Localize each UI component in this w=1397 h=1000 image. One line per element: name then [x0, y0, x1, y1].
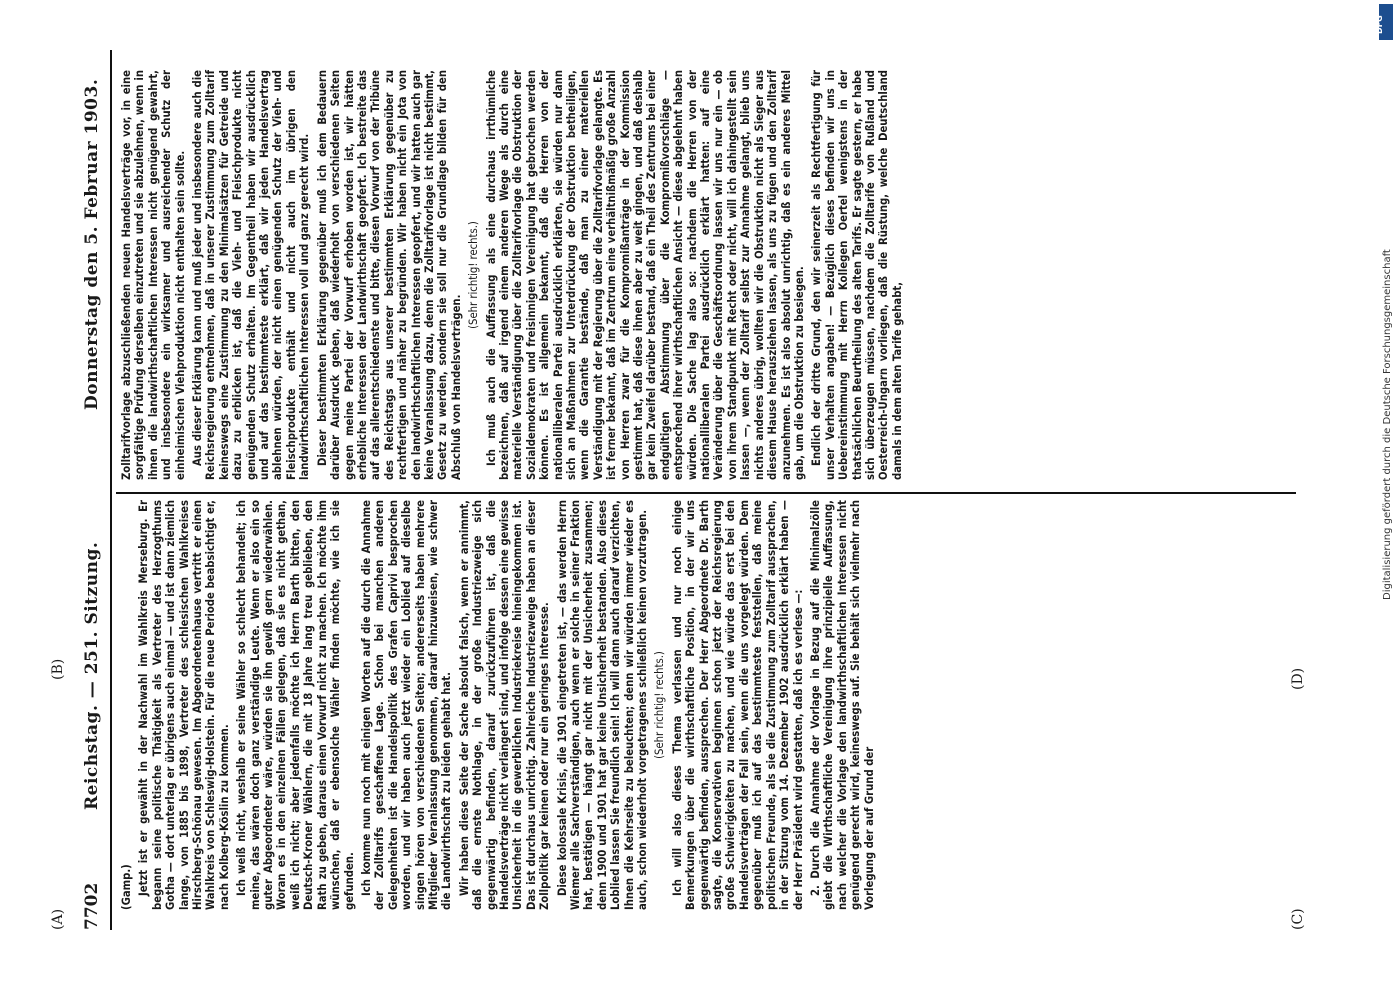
column-divider — [116, 493, 1296, 495]
page-header — [80, 50, 110, 930]
paragraph: Aus dieser Erklärung kann und muß jeder und insbesondere auch die Reichsregierung entnehmen, daß in unserer Zustimmung zum Zolltarif keineswegs eine Zustimmung zu den Minimalsätzen für Getreide und dazu zu erblicken ist, daß die Vieh- und Fleischprodukte nicht genügenden Schutz erhalten. Im Gegentheil haben wir ausdrücklich und auf das bestimmteste erklärt, daß wir jeden Handelsvertrag ablehnen würden, der nicht einen genügenden Schutz der Vieh- und Fleischprodukte enthält und nicht auch im übrigen den landwirthschaftlichen Interessen voll und ganz gerecht wird. — [191, 70, 312, 480]
header-rule — [110, 50, 112, 930]
interjection: (Sehr richtig! rechts.) — [467, 221, 481, 329]
paragraph: Ich muß auch die Auffassung als eine durchaus irrthümliche bezeichnen, daß auf irgend einem anderen Wege als durch eine materielle Verständigung über die Zolltarifvorlage die Obstruktion der Sozialdemokraten und freisinnigen Vereinigung hat gebrochen werden können. Es ist allgemein bekannt, daß die Herren von der nationalliberalen Partei ausdrücklich erklärten, sie würden nur dann sich an Maßnahmen zur Unterdrückung der Obstruktion betheiligen, wenn die Garantie bestände, daß man zu einer materiellen Verständigung mit der Regierung über die Zolltarifvorlage gelangte. Es ist ferner bekannt, daß im Zentrum eine verhältnißmäßig große Anzahl von Herren zwar für die Kompromißanträge in der Kommission gestimmt hat, daß diese ihnen aber zu weit gingen, und daß deshalb gar kein Zweifel darüber bestand, daß ein Theil des Zentrums bei einer endgültigen Abstimmung über die Kompromißvorschläge — entsprechend ihrer wirthschaftlichen Ansicht — diese abgelehnt haben würden. Die Sache lag also so: nachdem die Herren von der nationalliberalen Partei ausdrücklich erklärt hatten: auf eine Veränderung über die Geschäftsordnung lassen wir uns nur ein — ob von ihrem Standpunkt mit Recht oder nicht, will ich dahingestellt sein lassen —, wenn der Zolltarif selbst zur Annahme gelangt, blieb uns nichts anderes übrig, wollten wir die Obstruktion nicht als Sieger aus diesem Hause herausziehen lassen, als uns zu fügen und den Zolltarif anzunehmen. Es ist also absolut unrichtig, daß es ein anderes Mittel gab, um die Obstruktion zu besiegen. — [484, 70, 806, 480]
paragraph: Wir haben diese Seite der Sache absolut falsch, wenn er annimmt, daß die ernste Nothlage, in der große Industriezweige sich gegenwärtig befinden, darauf zurückzuführen ist, daß die Handelsverträge nicht verlängert sind, und infolge dessen eine gewisse Unsicherheit in die gewerblichen Industriekreise hineingekommen ist. Das ist durchaus unrichtig. Zahlreiche Industriezweige haben an dieser Zollpolitik gar keinen oder nur ein geringes Interesse. — [457, 500, 552, 910]
paragraph: Endlich der dritte Grund, den wir seinerzeit als Rechtfertigung für unser Verhalten angaben! — Bezüglich dieses befinden wir uns in Uebereinstimmung mit Herrn Kollegen Oertel wenigstens in der thatsächlichen Beurtheilung des alten Tarifs. Er sagte gestern, er habe sich überzeugen müssen, nachdem die Zolltarife von Rußland und Oesterreich-Ungarn vorliegen, daß die Rüstung, welche Deutschland damals in dem alten Tarife gehabt, — [810, 70, 904, 480]
margin-mark-b: (B) — [50, 658, 66, 680]
paragraph: 2. Durch die Annahme der Vorlage in Bezug auf die Minimalzölle giebt die Wirthschaftliche Vereinigung ihre prinzipielle Auffassung, nach welcher die Vorlage den landwirthschaftlichen Interessen nicht genügend gerecht wird, keineswegs auf. Sie behält sich vielmehr nach Vorlegung der auf Grund der — [808, 500, 876, 910]
margin-mark-d: (D) — [1290, 667, 1306, 690]
paragraph: Dieser bestimmten Erklärung gegenüber muß ich dem Bedauern darüber Ausdruck geben, daß wiederholt von verschiedenen Seiten gegen meine Partei der Vorwurf erhoben worden ist, wir hätten erhebliche Interessen der Landwirthschaft geopfert. Ich bestreite das auf das allerentschiedenste und bitte, diesen Vorwurf von der Tribüne des Reichstags aus unserer bestimmten Erklärung gegenüber zu rechtfertigen und näher zu begründen. Wir haben nicht ein Jota von den landwirthschaftlichen Interessen geopfert, und wir hatten auch gar keine Veranlassung dazu, denn die Zolltarifvorlage ist nicht bestimmt, Gesetz zu werden, sondern sie soll nur die Grundlage bilden für den Abschluß von Handelsverträgen. — [315, 70, 463, 480]
right-column — [120, 70, 908, 480]
running-head: Reichstag. — 251. Sitzung. — [82, 541, 102, 810]
rotated-page — [50, 50, 1310, 930]
dfg-logo: DFG — [1379, 4, 1393, 40]
paragraph: Ich weiß nicht, weshalb er seine Wähler so schlecht behandelt; ich meine, das wären doch ganz verständige Leute. Wenn er also ein so guter Abgeordneter wäre, würden sie ihn gewiß gern wiederwählen. Woran es in den einzelnen Fällen gelegen, daß sie es nicht gethan, weiß ich nicht; aber jedenfalls möchte ich Herrn Barth bitten, den Deutsch-Kroner Wählern, die mit 18 Jahre lang treu geblieben, den Rath zu geben, daraus einen Vorwurf nicht zu machen. Ich möchte ihm wünschen, daß er ebensolche Wähler finden möchte, wie ich sie gefunden. — [235, 500, 356, 910]
margin-mark-c: (C) — [1290, 908, 1306, 930]
paragraph: Jetzt ist er gewählt in der Nachwahl im Wahlkreis Merseburg. Er begann seine politische Thätigkeit als Vertreter des Herzogthums Gotha — dort unterlag er übrigens auch einmal — und ist dann ziemlich lange, von 1885 bis 1898, Vertreter des schlesischen Wahlkreises Hirschberg-Schönau gewesen. Im Abgeordnetenhause vertritt er einen Wahlkreis von Schleswig-Holstein. Für die neue Periode beabsichtigt er, nach Kolberg-Köslin zu kommen. — [137, 500, 231, 910]
paragraph: Zolltarifvorlage abzuschließenden neuen Handelsverträge vor, in eine sorgfältige Prüfung derselben einzutreten und sie abzulehnen, wenn in ihnen die landwirthschaftlichen Interessen nicht genügend gewahrt, und insbesondere ein wirksamer und ausreichender Schutz der einheimischen Viehproduktion nicht enthalten sein sollte. — [120, 70, 187, 480]
speaker-tag: (Gamp.) — [120, 864, 133, 910]
session-date: Donnerstag den 5. Februar 1903. — [82, 78, 102, 410]
page-number: 7702 — [82, 882, 102, 930]
left-column — [120, 500, 880, 910]
paragraph: Ich will also dieses Thema verlassen und nur noch einige Bemerkungen über die wirthschaftliche Position, in der wir uns gegenwärtig befinden, aussprechen. Der Herr Abgeordnete Dr. Barth sagte, die Konservativen beginnen schon jetzt der Reichsregierung große Schwierigkeiten zu machen, und wie würde das erst bei den Handelsverträgen der Fall sein, wenn die uns vorgelegt würden. Dem gegenüber muß ich auf das bestimmteste feststellen, daß meine politischen Freunde, als sie die Zustimmung zum Zolltarif aussprachen, in der Sitzung vom 14. Dezember 1902 ausdrücklich erklärt haben — der Herr Präsident wird gestatten, daß ich es verlese —: — [670, 500, 805, 910]
interjection: (Sehr richtig! rechts.) — [653, 651, 667, 759]
paragraph: Ich komme nun noch mit einigen Worten auf die durch die Annahme der Zolltarifs geschaffene Lage. Schon bei manchen anderen Gelegenheiten ist die Handelspolitik des Grafen Caprivi besprochen worden, und wir haben auch jetzt wieder ein Loblied auf dieselbe singen hören von verschiedenen Seiten; andererseits haben mehrere Mitglieder Veranlassung genommen, darauf hinzuweisen, wie schwer die Landwirthschaft zu leiden gehabt hat. — [359, 500, 454, 910]
margin-mark-a: (A) — [50, 908, 66, 930]
digitization-credit: Digitalisierung gefördert durch die Deutsche Forschungsgemeinschaft — [1382, 249, 1393, 600]
paragraph: Diese kolossale Krisis, die 1901 eingetreten ist, — das werden Herrn Wiemer alle Sachverständigen, auch wenn er solche in seiner Fraktion hat, bestätigen — hängt gar nicht mit der Unsicherheit zusammen; denn 1900 und 1901 hat gar keine Unsicherheit bestanden. Also dieses Loblied lassen Sie freundlich sein! Ich will dann auch darauf verzichten, Ihnen die Kehrseite zu beleuchten; denn wir würden immer wieder es auch, schon wiederholt vorgetragenes schließlich keinen vorzutragen. — [555, 500, 650, 910]
